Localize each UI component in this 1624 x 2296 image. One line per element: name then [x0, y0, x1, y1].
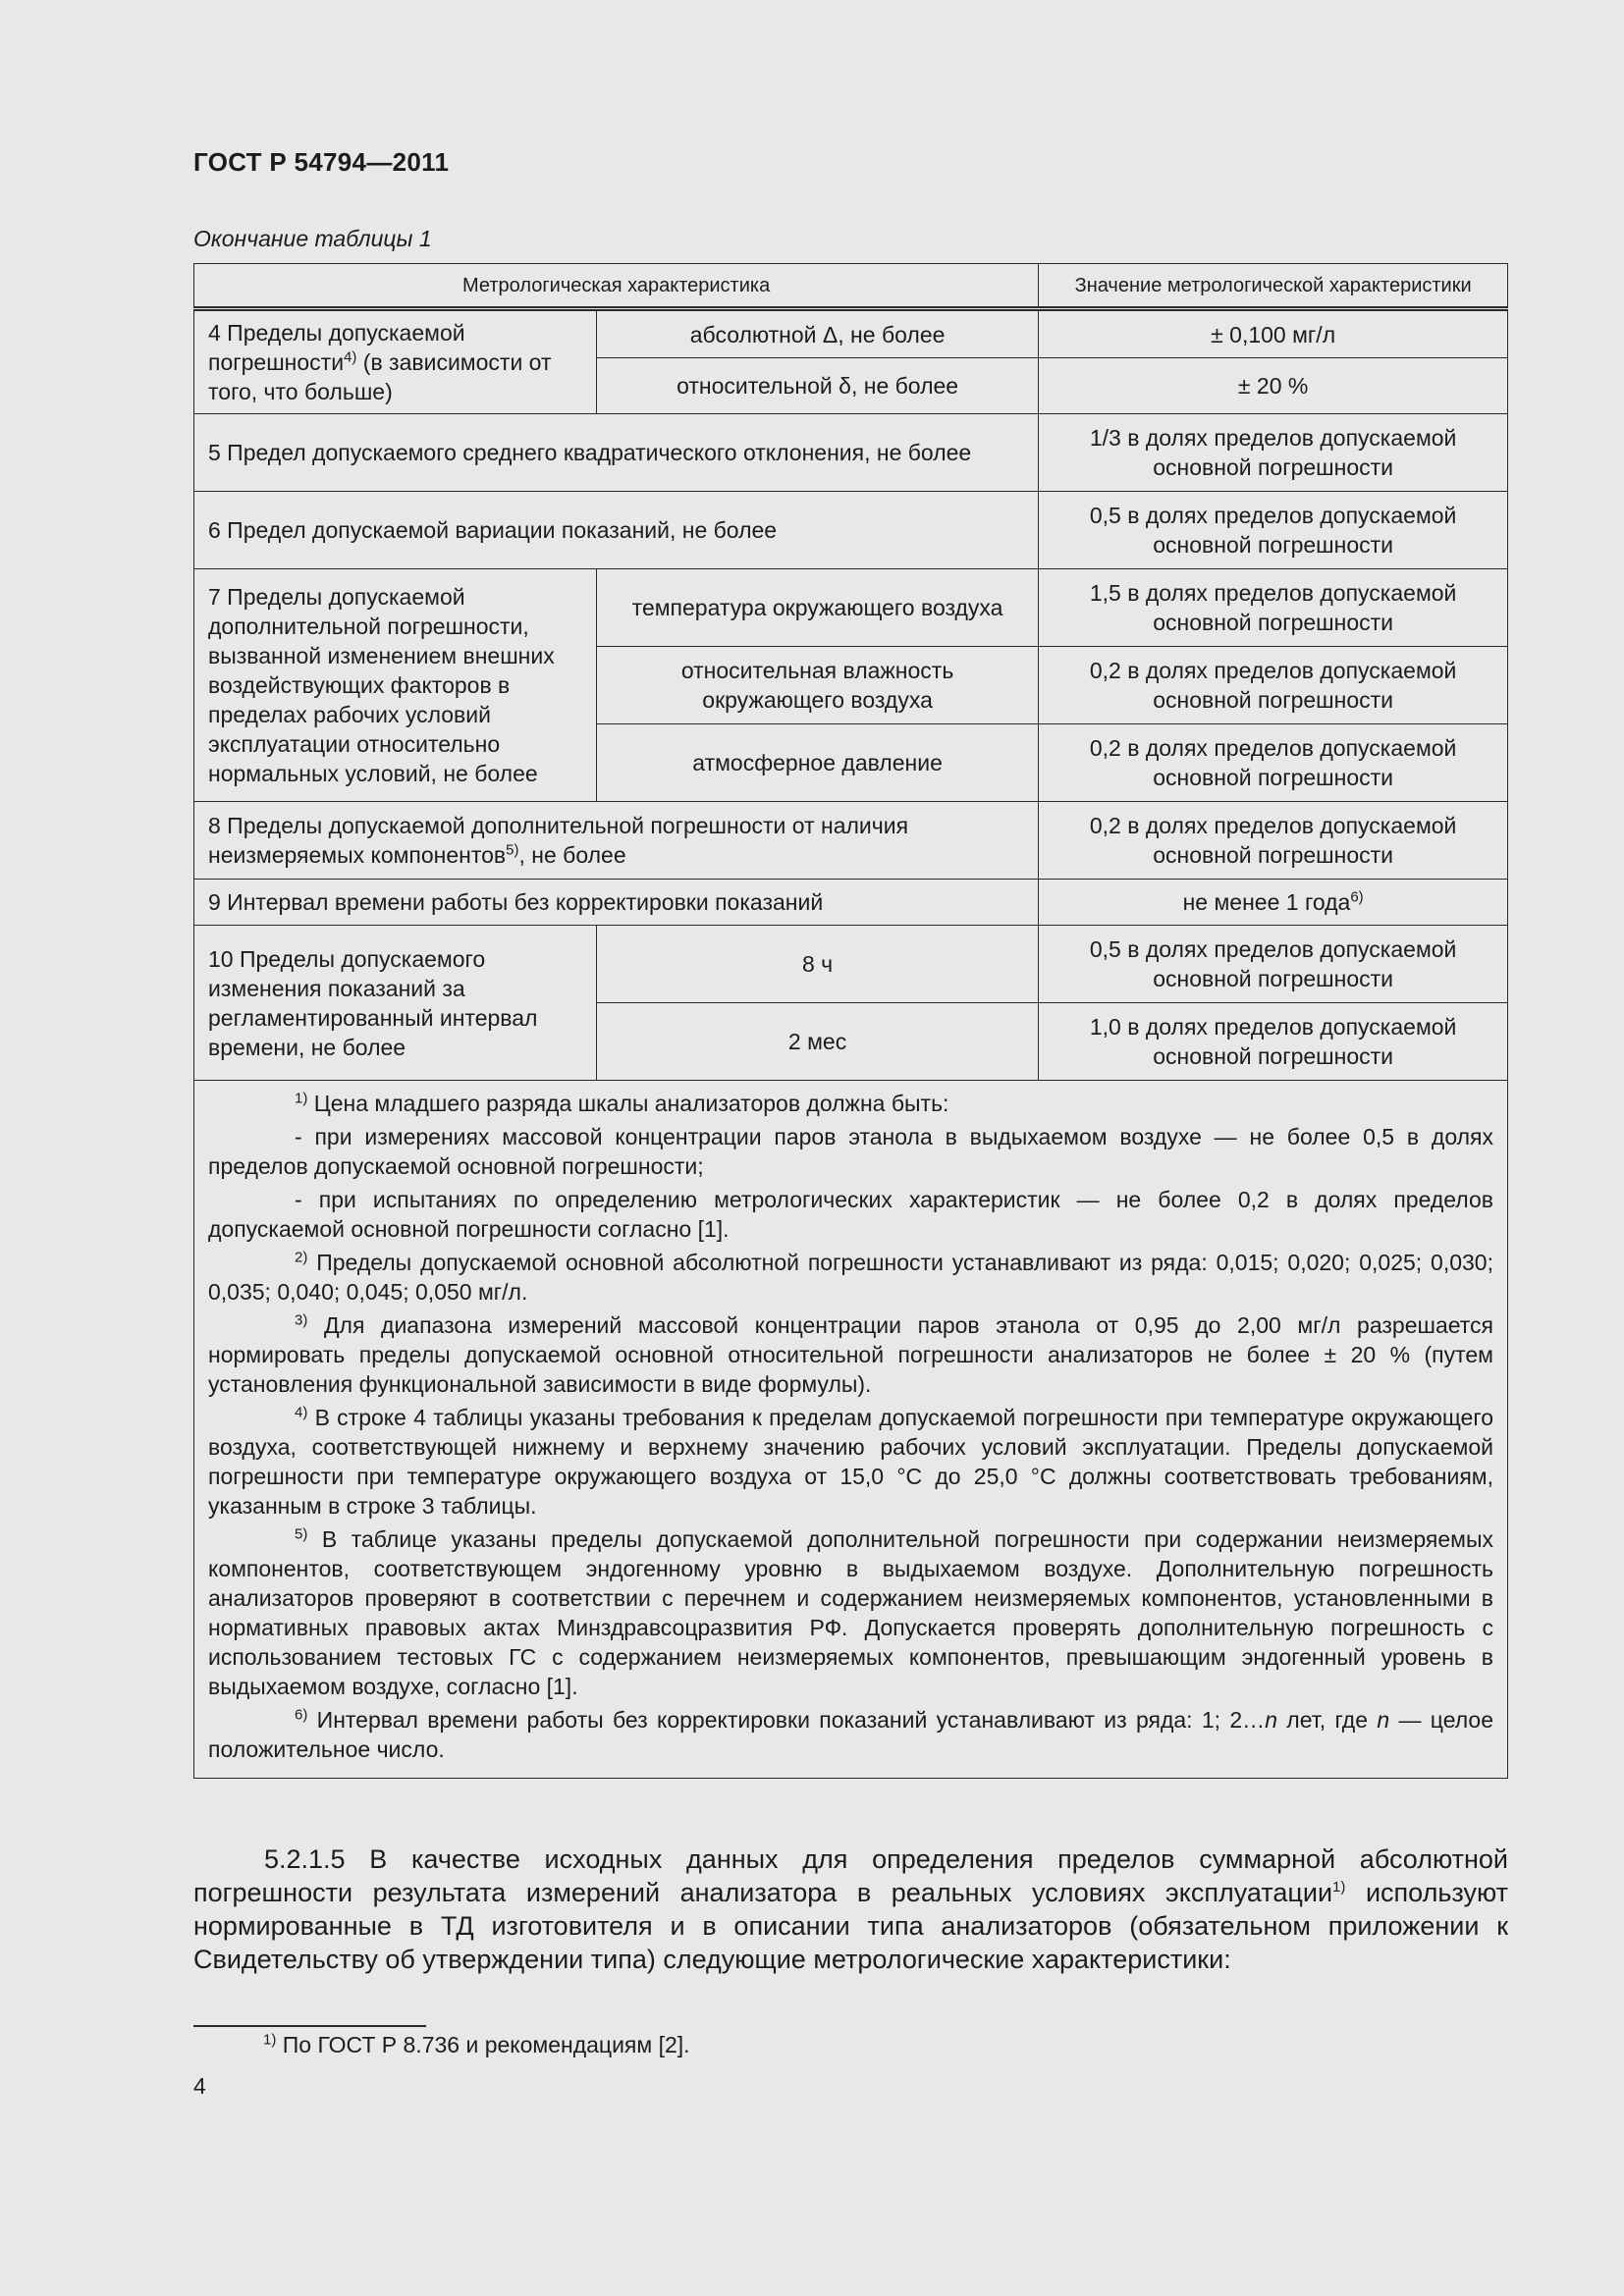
table-row: [194, 414, 1508, 492]
row-4-label: 4 Пределы допускаемой погрешности$^{4)}$ (в зависимости от того, что больше): [194, 309, 597, 414]
table-note: $^{6)}$ Интервал времени работы без корректировки показаний устанавливают из ряда: 1; 2…n лет, где n — целое положительное число.: [208, 1706, 1493, 1762]
row-6-label: 6 Предел допускаемой вариации показаний, не более: [194, 492, 1039, 569]
section-5-2-1-5-paragraph: 5.2.1.5 В качестве исходных данных для определения пределов суммарной абсолютной погрешности результата измерений анализатора в реальных условиях эксплуатации$^{1)}$ используют нормированные в ТД изготовителя и в описании типа анализаторов (обязательном приложении к Свидетельству об утверждении типа) следующие метрологические характеристики:: [193, 1844, 1508, 1974]
table-note: $^{3)}$ Для диапазона измерений массовой концентрации паров этанола от 0,95 до 2,00 мг/л разрешается нормировать пределы допускаемой основной относительной погрешности анализаторов не более ± 20 % (путем установления функциональной зависимости в виде формулы).: [208, 1311, 1493, 1397]
row-8-label: 8 Пределы допускаемой дополнительной погрешности от наличия неизмеряемых компонентов$^{5)}$, не более: [194, 802, 1039, 880]
table-note: $^{1)}$ Цена младшего разряда шкалы анализаторов должна быть:: [295, 1090, 949, 1116]
row-7-sub-humidity: относительная влажность окружающего воздуха: [596, 647, 1038, 724]
row-4-sub-relative: относительной δ, не более: [596, 358, 1038, 414]
row-10-label: 10 Пределы допускаемого изменения показаний за регламентированный интервал времени, не более: [194, 926, 597, 1081]
page-number: 4: [193, 2073, 206, 2099]
row-7-value-temperature: 1,5 в долях пределов допускаемой основной погрешности: [1039, 569, 1508, 647]
footnote-divider: [193, 2025, 426, 2027]
table-row: [194, 492, 1508, 569]
row-7-value-humidity: 0,2 в долях пределов допускаемой основной погрешности: [1039, 647, 1508, 724]
metrology-table: [193, 263, 1508, 1779]
row-9-label: 9 Интервал времени работы без корректировки показаний: [194, 880, 1039, 926]
table-note: - при испытаниях по определению метрологических характеристик — не более 0,2 в долях пределов допускаемой основной погрешности согласно [1].: [208, 1187, 1493, 1242]
row-10-sub-2mo: 2 мес: [596, 1003, 1038, 1081]
row-7-sub-temperature: температура окружающего воздуха: [596, 569, 1038, 647]
row-6-value: 0,5 в долях пределов допускаемой основной погрешности: [1039, 492, 1508, 569]
table-note: $^{5)}$ В таблице указаны пределы допускаемой дополнительной погрешности при содержании неизмеряемых компонентов, соответствующем эндогенному уровню в выдыхаемом воздухе. Дополнительную погрешность анализаторов проверяют в соответствии с перечнем и содержанием неизмеряемых компонентов, установленными в нормативных правовых актах Минздравсоцразвития РФ. Допускается проверять дополнительную погрешность с использованием тестовых ГС с содержанием неизмеряемых компонентов, превышающим эндогенный уровень в выдыхаемом воздухе, согласно [1].: [208, 1525, 1493, 1699]
row-5-value: 1/3 в долях пределов допускаемой основной погрешности: [1039, 414, 1508, 492]
row-10-value-8h: 0,5 в долях пределов допускаемой основной погрешности: [1039, 926, 1508, 1003]
column-header-value: Значение метрологической характеристики: [1039, 264, 1508, 309]
column-header-characteristic: Метрологическая характеристика: [194, 264, 1039, 309]
table-row: [194, 880, 1508, 926]
page-footnote: $^{1)}$ По ГОСТ Р 8.736 и рекомендациям [2].: [263, 2031, 690, 2057]
table-row: [194, 309, 1508, 358]
table-note: $^{2)}$ Пределы допускаемой основной абсолютной погрешности устанавливают из ряда: 0,015; 0,020; 0,025; 0,030; 0,035; 0,040; 0,045; 0,050 мг/л.: [208, 1249, 1493, 1305]
table-row: [194, 569, 1508, 647]
table-header-row: [194, 264, 1508, 309]
row-7-sub-pressure: атмосферное давление: [596, 724, 1038, 802]
table-caption: Окончание таблицы 1: [193, 226, 432, 251]
row-7-label: 7 Пределы допускаемой дополнительной погрешности, вызванной изменением внешних воздействующих факторов в пределах рабочих условий эксплуатации относительно нормальных условий, не более: [194, 569, 597, 802]
row-9-value: не менее 1 года$^{6)}$: [1039, 880, 1508, 926]
table-row: [194, 926, 1508, 1003]
row-5-label: 5 Предел допускаемого среднего квадратического отклонения, не более: [194, 414, 1039, 492]
row-4-value-relative: ± 20 %: [1039, 358, 1508, 414]
table-notes: [194, 1081, 1508, 1779]
row-10-sub-8h: 8 ч: [596, 926, 1038, 1003]
row-4-sub-absolute: абсолютной Δ, не более: [596, 309, 1038, 358]
table-row: [194, 802, 1508, 880]
row-4-value-absolute: ± 0,100 мг/л: [1039, 309, 1508, 358]
table-note: $^{4)}$ В строке 4 таблицы указаны требования к пределам допускаемой погрешности при температуре окружающего воздуха, соответствующей нижнему и верхнему значению рабочих условий эксплуатации. Пределы допускаемой погрешности при температуре окружающего воздуха от 15,0 °С до 25,0 °С должны соответствовать требованиям, указанным в строке 3 таблицы.: [208, 1404, 1493, 1519]
row-8-value: 0,2 в долях пределов допускаемой основной погрешности: [1039, 802, 1508, 880]
row-10-value-2mo: 1,0 в долях пределов допускаемой основной погрешности: [1039, 1003, 1508, 1081]
table-notes-row: [194, 1081, 1508, 1779]
document-header: ГОСТ Р 54794—2011: [193, 147, 450, 177]
row-7-value-pressure: 0,2 в долях пределов допускаемой основной погрешности: [1039, 724, 1508, 802]
table-note: - при измерениях массовой концентрации паров этанола в выдыхаемом воздухе — не более 0,5 в долях пределов допускаемой основной погрешности;: [208, 1124, 1493, 1179]
